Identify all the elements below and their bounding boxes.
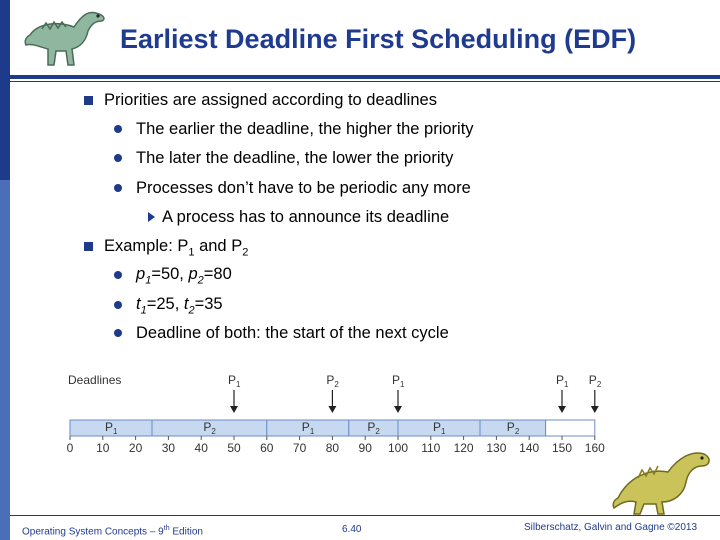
tick-label: 20: [128, 441, 143, 455]
bullet-dot-icon: [114, 184, 122, 192]
bullet-earlier-deadline: The earlier the deadline, the higher the priority: [136, 120, 474, 138]
tick-label: 140: [519, 441, 540, 455]
bullet-deadline-both: Deadline of both: the start of the next cycle: [136, 324, 449, 342]
tick-label: 60: [260, 441, 274, 455]
tick-label: 110: [421, 441, 441, 455]
tick-label: 50: [227, 441, 241, 455]
bullet-announce-deadline: A process has to announce its deadline: [162, 208, 450, 226]
tick-label: 80: [325, 441, 340, 455]
tick-label: 130: [486, 441, 507, 455]
left-sidebar-accent: [0, 180, 10, 540]
bullet-dot-icon: [114, 125, 122, 133]
schedule-segment: [546, 420, 595, 436]
tick-label: 150: [551, 441, 573, 455]
tick-label: 0: [66, 441, 74, 455]
deadline-arrow-head: [328, 406, 336, 413]
tick-label: 40: [194, 441, 208, 455]
tick-label: 70: [292, 441, 307, 455]
deadline-label: $P_2$: [588, 373, 602, 389]
title-divider: [10, 75, 720, 79]
deadline-label: $P_1$: [392, 373, 405, 389]
edf-timeline-diagram: [60, 366, 610, 466]
segment-label: $P_1$: [433, 420, 446, 436]
tick-label: 10: [96, 441, 110, 455]
bullet-square-icon: [84, 242, 93, 251]
tick-label: 160: [584, 441, 605, 455]
tick-label: 120: [453, 441, 474, 455]
bullet-dot-icon: [114, 301, 122, 309]
footer-book-title: Operating System Concepts – 9th Edition: [22, 525, 203, 538]
bullet-dot-icon: [114, 271, 122, 279]
tick-label: 100: [387, 441, 409, 455]
bullet-periods: $p_1=50$, $p_2=80$: [136, 265, 232, 287]
deadline-arrow-head: [558, 406, 566, 413]
segment-label: $P_1$: [301, 420, 315, 436]
bullet-later-deadline: The later the deadline, the lower the priority: [136, 149, 454, 167]
bullet-burst-times: $t_1=25$, $t_2=35$: [136, 295, 223, 317]
slide-title: Earliest Deadline First Scheduling (EDF): [120, 24, 637, 54]
bullet-example: Example: $P_1$ and $P_2$: [104, 237, 249, 259]
bullet-square-icon: [84, 96, 93, 105]
dinosaur-logo-icon: [22, 5, 112, 70]
segment-label: $P_2$: [506, 420, 520, 436]
segment-label: $P_2$: [367, 420, 380, 436]
deadline-arrow-head: [230, 406, 238, 413]
footer-page-number: 6.40: [342, 524, 362, 535]
title-divider-thin: [10, 81, 720, 82]
footer-copyright: Silberschatz, Galvin and Gagne ©2013: [524, 522, 698, 533]
deadline-label: $P_1$: [556, 373, 569, 389]
dinosaur-illustration-icon: [608, 438, 718, 518]
deadlines-label: Deadlines: [68, 373, 122, 387]
tick-label: 30: [161, 441, 176, 455]
segment-label: $P_2$: [203, 420, 216, 436]
tick-label: 90: [358, 441, 372, 455]
bullet-dot-icon: [114, 154, 122, 162]
deadline-label: $P_2$: [326, 373, 339, 389]
segment-label: $P_1$: [105, 420, 118, 436]
deadline-arrow-head: [591, 406, 599, 413]
footer-divider: [10, 515, 720, 516]
deadline-label: $P_1$: [228, 373, 241, 389]
bullet-triangle-icon: [148, 212, 155, 222]
bullet-dot-icon: [114, 329, 122, 337]
deadline-arrow-head: [394, 406, 402, 413]
bullet-not-periodic: Processes don’t have to be periodic any more: [136, 179, 471, 197]
bullet-priorities: Priorities are assigned according to deadlines: [104, 91, 437, 109]
